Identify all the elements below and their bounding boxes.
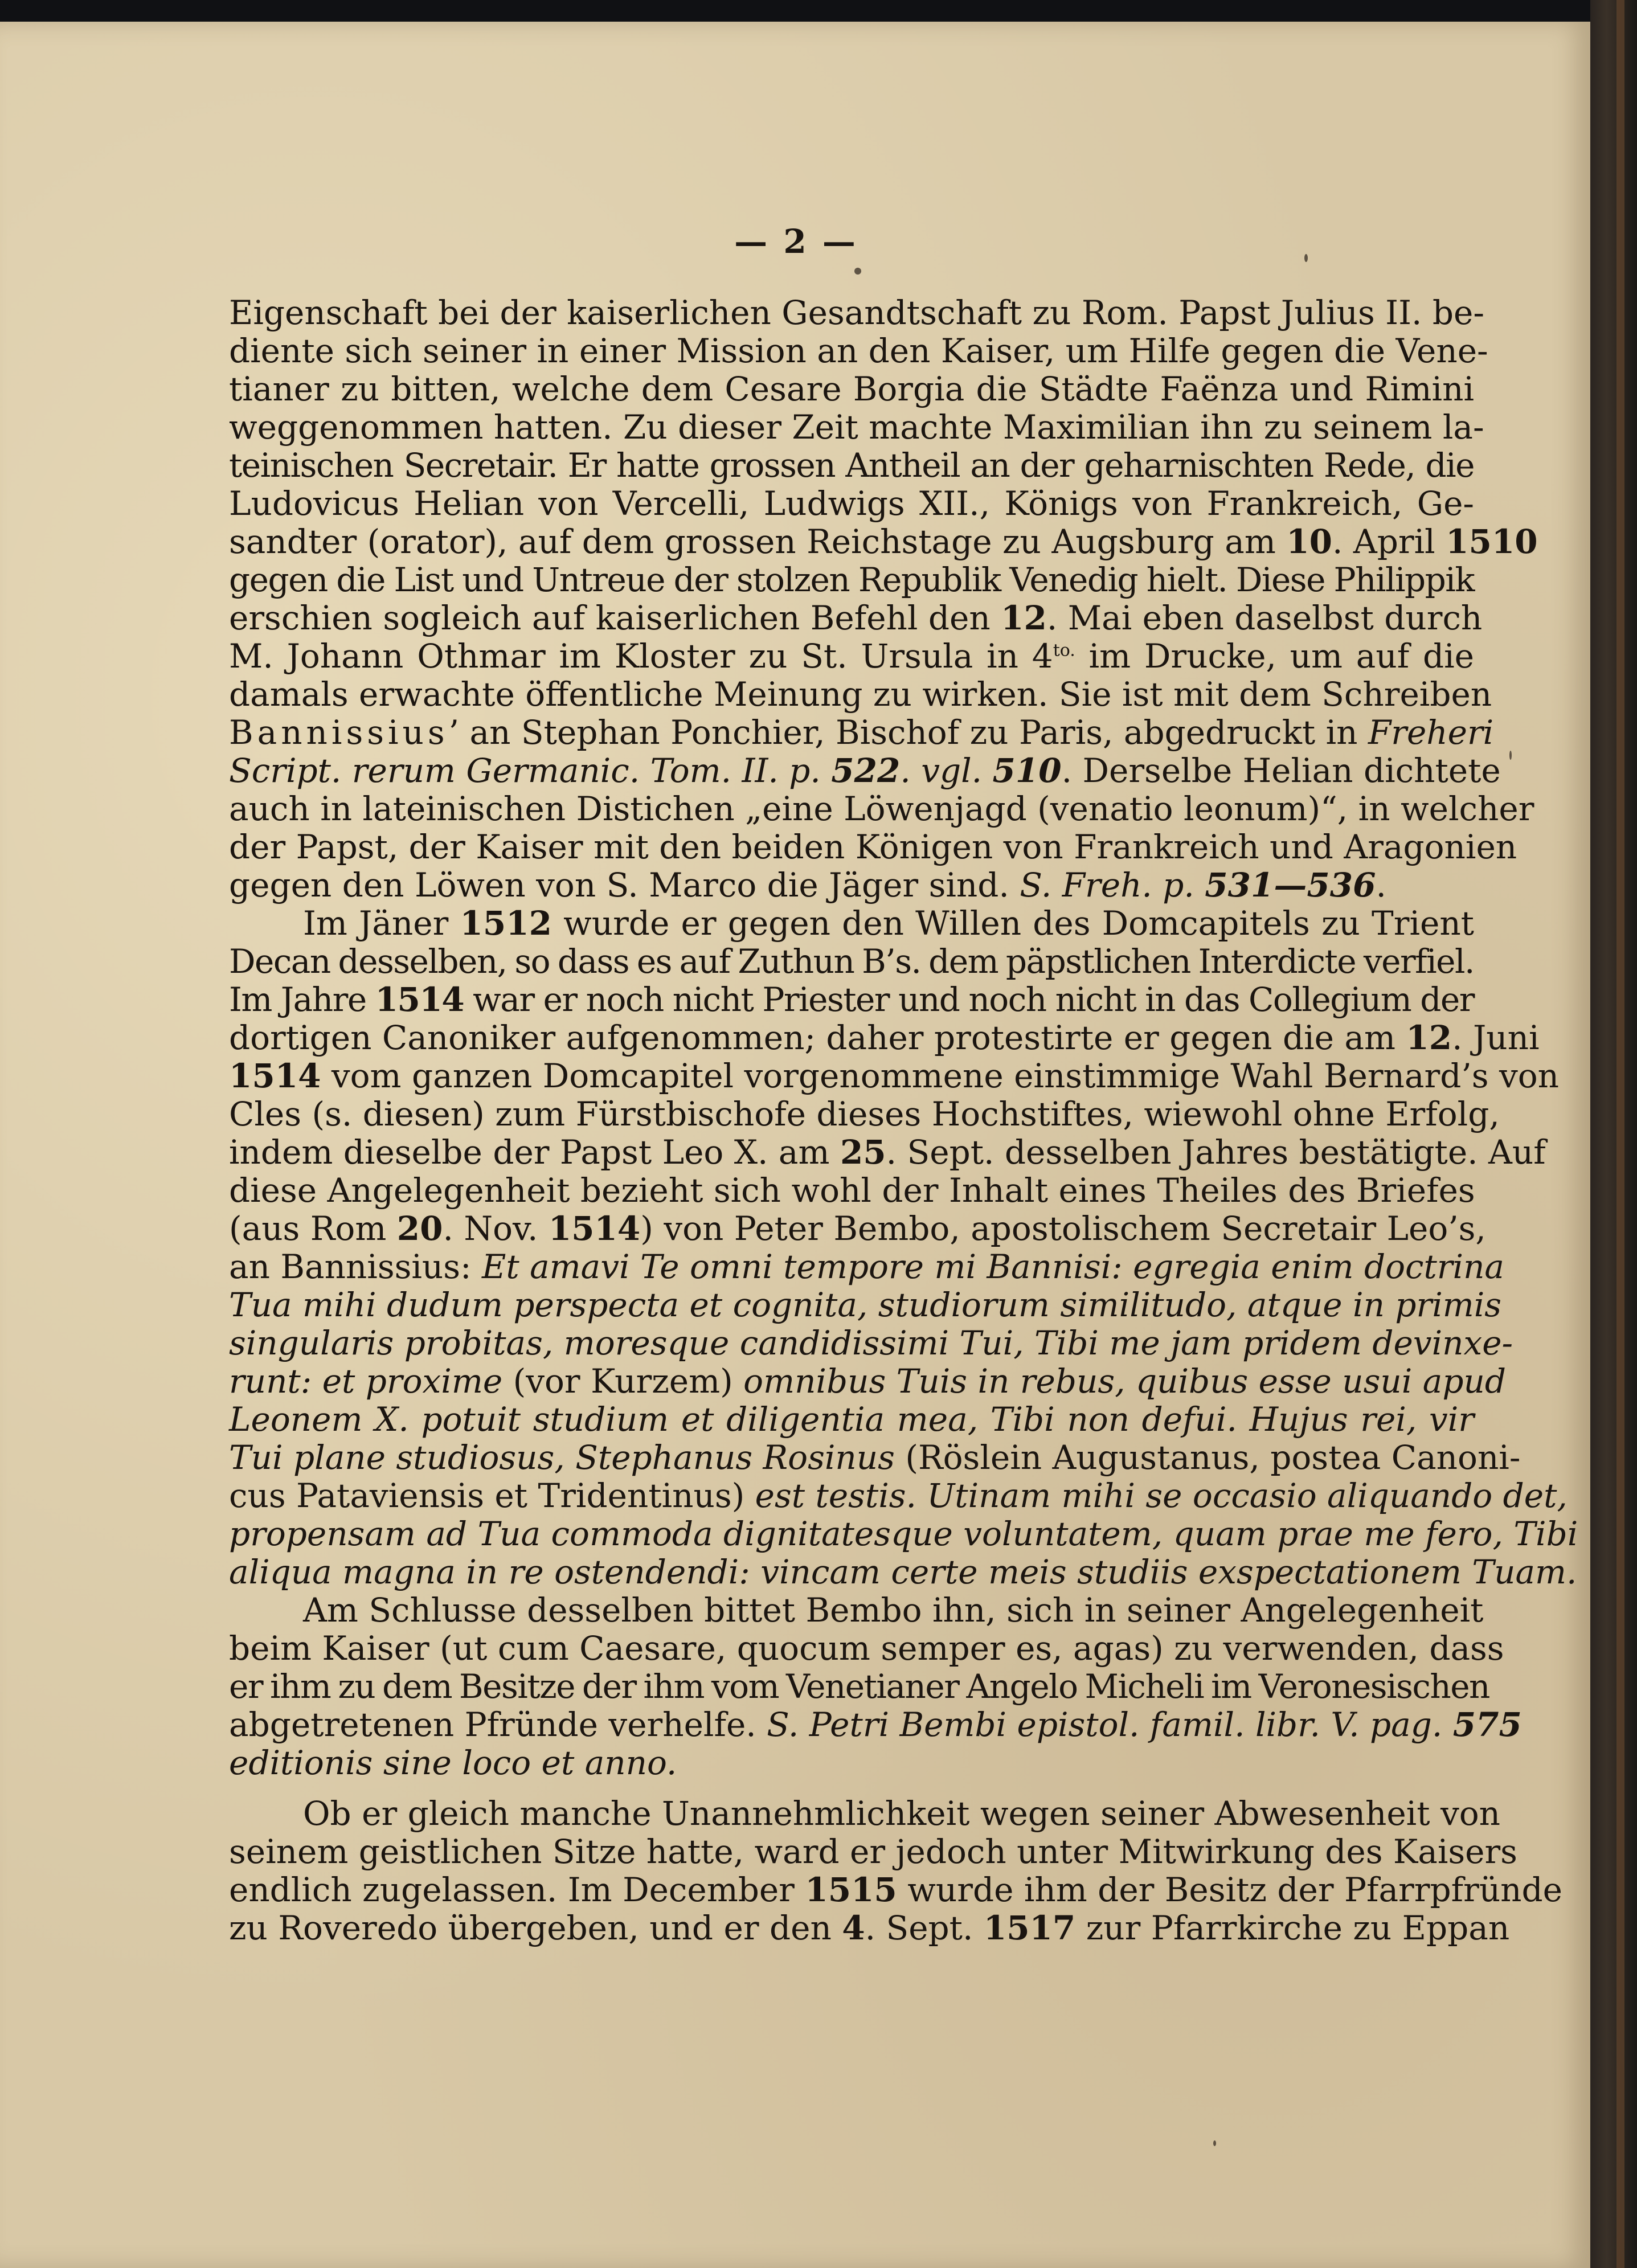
text-run: propensam ad Tua commoda dignitatesque voluntatem, quam prae me fero, Tibi xyxy=(229,1514,1578,1553)
text-run: (aus Rom xyxy=(229,1209,397,1248)
text-line xyxy=(229,408,1484,447)
text-line xyxy=(229,1514,1578,1553)
text-line xyxy=(229,1172,1474,1210)
text-run: 1514 xyxy=(229,1057,321,1095)
text-line xyxy=(229,1629,1504,1668)
text-run: dortigen Canoniker aufgenommen; daher protestirte er gegen die am xyxy=(229,1018,1406,1057)
text-run: an Bannissius: xyxy=(229,1247,482,1286)
spine-edge xyxy=(1616,0,1624,2268)
text-run: cus Pataviensis et Tridentinus) xyxy=(229,1476,755,1515)
text-run: M. Johann Othmar im Kloster zu St. Ursula in 4 xyxy=(229,637,1053,676)
text-line xyxy=(229,1832,1517,1871)
text-run: der Papst, der Kaiser mit den beiden Königen von Frankreich und Aragonien xyxy=(229,828,1517,866)
text-run: im Drucke, um auf die xyxy=(1075,637,1474,676)
text-line xyxy=(229,637,1474,676)
text-run: 20 xyxy=(396,1209,443,1248)
text-line xyxy=(229,447,1474,485)
text-run: . Mai eben daselbst durch xyxy=(1046,599,1483,637)
text-run: zu Roveredo übergeben, und er den xyxy=(229,1909,842,1947)
text-line xyxy=(229,1247,1505,1286)
text-run: . Sept. xyxy=(865,1909,984,1947)
text-run: zur Pfarrkirche zu Eppan xyxy=(1075,1909,1510,1947)
text-run: . xyxy=(1376,866,1386,904)
text-line xyxy=(229,1286,1502,1324)
text-run: 1510 xyxy=(1446,522,1538,561)
text-line xyxy=(229,1667,1489,1706)
text-run: aliqua magna in re ostendendi: vincam certe meis studiis exspectationem Tuam. xyxy=(229,1553,1577,1591)
text-run: . Nov. xyxy=(443,1209,549,1248)
text-run: Script. rerum Germanic. Tom. II. p. xyxy=(229,751,832,790)
text-run: S. Petri Bembi epistol. famil. libr. V. pag. xyxy=(767,1705,1453,1744)
text-run: 4 xyxy=(842,1909,865,1947)
text-run: diese Angelegenheit bezieht sich wohl der Inhalt eines Theiles des Briefes xyxy=(229,1171,1475,1210)
text-run: tianer zu bitten, welche dem Cesare Borgia die Städte Faënza und Rimini xyxy=(229,370,1474,408)
text-line xyxy=(229,1362,1506,1401)
text-run: gegen die List und Untreue der stolzen Republik Venedig hielt. Diese Philippik xyxy=(229,560,1474,599)
text-run: ’ an Stephan Ponchier, Bischof zu Paris, abgedruckt in xyxy=(448,713,1368,752)
text-run: Cles (s. diesen) zum Fürstbischofe dieses Hochstiftes, wiewohl ohne Erfolg, xyxy=(229,1095,1500,1133)
text-run: . Sept. desselben Jahres bestätigte. Auf xyxy=(886,1133,1546,1172)
text-run: Leonem X. potuit studium et diligentia mea, Tibi non defui. Hujus rei, vir xyxy=(229,1400,1474,1439)
text-run: to. xyxy=(1053,640,1075,661)
text-line xyxy=(229,904,1474,943)
text-line xyxy=(229,485,1474,523)
text-run: Freheri xyxy=(1368,713,1494,752)
text-run: Bannissius xyxy=(229,713,449,752)
text-run: damals erwachte öffentliche Meinung zu wirken. Sie ist mit dem Schreiben xyxy=(229,675,1492,714)
text-run: omnibus Tuis in rebus, quibus esse usui apud xyxy=(743,1362,1506,1401)
text-run: Et amavi Te omni tempore mi Bannisi: egregia enim doctrina xyxy=(482,1247,1505,1286)
text-run: editionis sine loco et anno. xyxy=(229,1743,677,1782)
text-run: singularis probitas, moresque candidissimi Tui, Tibi me jam pridem devinxe- xyxy=(229,1324,1513,1362)
text-run: (Röslein Augustanus, postea Canoni- xyxy=(894,1438,1521,1477)
text-run: Ludovicus Helian von Vercelli, Ludwigs XII., Königs von Frankreich, Ge- xyxy=(229,484,1474,523)
text-run: Ob er gleich manche Unannehmlichkeit wegen seiner Abwesenheit von xyxy=(303,1794,1500,1833)
text-run: 575 xyxy=(1452,1705,1522,1744)
text-line xyxy=(229,293,1484,332)
text-run: 522 xyxy=(831,751,901,790)
text-run: . April xyxy=(1332,522,1446,561)
text-run: 1514 xyxy=(375,980,464,1019)
text-run: Im Jäner xyxy=(303,904,460,943)
text-run: wurde er gegen den Willen des Domcapitels zu Trient xyxy=(551,904,1474,943)
text-run: Im Jahre xyxy=(229,980,375,1019)
text-run: 1514 xyxy=(548,1209,641,1248)
text-line xyxy=(229,866,1474,904)
text-run: Tua mihi dudum perspecta et cognita, studiorum similitudo, atque in primis xyxy=(229,1286,1502,1324)
text-run: Decan desselben, so dass es auf Zuthun B’s. dem päpstlichen Interdicte verfiel. xyxy=(229,942,1474,981)
text-line xyxy=(229,713,1494,752)
body-text xyxy=(229,293,1578,1947)
text-run: indem dieselbe der Papst Leo X. am xyxy=(229,1133,840,1172)
text-run: Eigenschaft bei der kaiserlichen Gesandtschaft zu Rom. Papst Julius II. be- xyxy=(229,293,1484,332)
text-line xyxy=(229,1018,1540,1057)
text-run: 1512 xyxy=(460,904,552,943)
text-line xyxy=(229,1095,1500,1133)
text-run: abgetretenen Pfründe verhelfe. xyxy=(229,1705,767,1744)
text-line xyxy=(229,1476,1568,1515)
book-spine xyxy=(1590,0,1637,2268)
text-run: seinem geistlichen Sitze hatte, ward er jedoch unter Mitwirkung des Kaisers xyxy=(229,1832,1517,1871)
text-line xyxy=(229,561,1474,599)
text-line xyxy=(229,751,1501,790)
text-run: Am Schlusse desselben bittet Bembo ihn, sich in seiner Angelegenheit xyxy=(303,1591,1484,1630)
text-run: 12 xyxy=(1001,599,1047,637)
text-run: endlich zugelassen. Im December xyxy=(229,1870,805,1909)
text-line xyxy=(229,675,1492,714)
text-line xyxy=(229,1591,1484,1630)
page-number: — 2 — xyxy=(734,222,858,261)
text-run: 1515 xyxy=(805,1870,897,1909)
text-line xyxy=(229,981,1474,1019)
text-run: (vor Kurzem) xyxy=(502,1362,744,1401)
text-line xyxy=(229,828,1517,866)
text-run: . Juni xyxy=(1452,1018,1540,1057)
text-line xyxy=(229,1705,1522,1744)
text-run: vom ganzen Domcapitel vorgenommene einstimmige Wahl Bernard’s von xyxy=(321,1057,1559,1095)
text-line xyxy=(229,1553,1577,1591)
text-line xyxy=(229,1133,1546,1172)
text-run: sandter (orator), auf dem grossen Reichstage zu Augsburg am xyxy=(229,522,1287,561)
text-line xyxy=(229,1209,1486,1248)
text-run: erschien sogleich auf kaiserlichen Befehl den xyxy=(229,599,1001,637)
text-line xyxy=(229,599,1483,637)
text-run: 1517 xyxy=(983,1909,1076,1947)
text-run: 12 xyxy=(1406,1018,1452,1057)
text-run: 510 xyxy=(992,751,1062,790)
text-line xyxy=(229,1057,1559,1095)
text-run: 10 xyxy=(1286,522,1332,561)
text-run: Tui plane studiosus, Stephanus Rosinus xyxy=(229,1438,895,1477)
text-line xyxy=(229,1438,1521,1477)
text-line xyxy=(229,331,1488,370)
text-line xyxy=(229,943,1474,981)
text-run: weggenommen hatten. Zu dieser Zeit machte Maximilian ihn zu seinem la- xyxy=(229,408,1484,447)
text-run: ) von Peter Bembo, apostolischem Secretair Leo’s, xyxy=(640,1209,1486,1248)
text-line xyxy=(229,789,1534,828)
text-run: runt: et proxime xyxy=(229,1362,503,1401)
text-run: est testis. Utinam mihi se occasio aliquando det, xyxy=(755,1476,1568,1515)
text-run: . vgl. xyxy=(900,751,993,790)
text-line xyxy=(229,370,1474,408)
text-run: diente sich seiner in einer Mission an den Kaiser, um Hilfe gegen die Vene- xyxy=(229,331,1488,370)
text-run: war er noch nicht Priester und noch nicht in das Collegium der xyxy=(464,980,1474,1019)
text-run: wurde ihm der Besitz der Pfarrpfründe xyxy=(897,1870,1562,1909)
text-line xyxy=(229,1909,1510,1947)
text-line xyxy=(229,1870,1562,1909)
text-line xyxy=(229,522,1538,561)
text-line xyxy=(229,1794,1500,1833)
text-run: auch in lateinischen Distichen „eine Löwenjagd (venatio leonum)“, in welcher xyxy=(229,789,1534,828)
text-run: gegen den Löwen von S. Marco die Jäger sind. xyxy=(229,866,1020,904)
text-run: 531—536 xyxy=(1205,866,1376,904)
text-run: beim Kaiser (ut cum Caesare, quocum semper es, agas) zu verwenden, dass xyxy=(229,1629,1504,1668)
text-run: 25 xyxy=(840,1133,886,1172)
text-run: S. Freh. p. xyxy=(1020,866,1205,904)
text-line xyxy=(229,1744,1474,1782)
text-run: . Derselbe Helian dichtete xyxy=(1061,751,1501,790)
text-run: er ihm zu dem Besitze der ihm vom Venetianer Angelo Micheli im Veronesischen xyxy=(229,1667,1489,1706)
text-run: teinischen Secretair. Er hatte grossen Antheil an der geharnischten Rede, die xyxy=(229,446,1474,485)
text-line xyxy=(229,1401,1474,1439)
book-page xyxy=(0,22,1592,2268)
text-line xyxy=(229,1324,1513,1362)
